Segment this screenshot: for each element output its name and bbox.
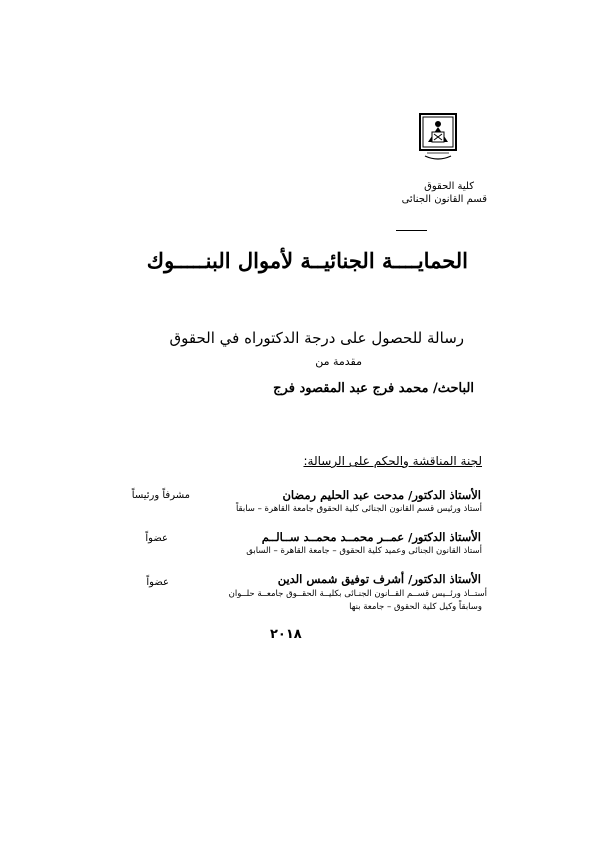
committee-member-name: الأستاذ الدكتور/ عمــر محمــد محمــد ســالــم [261,530,481,544]
thesis-title: الحمايــــة الجنائيــة لأموال البنـــــوك [146,248,468,273]
divider-line [396,230,427,231]
committee-member-description: أستاذ ورئيس قسم القانون الجنائى كلية الحقوق جامعة القاهرة – سابقاً [235,504,482,514]
year: ٢٠١٨ [270,627,302,642]
committee-member-name: الأستاذ الدكتور/ أشرف توفيق شمس الدين [277,572,481,586]
faculty-name: كلية الحقوق [424,181,474,192]
researcher-name: الباحث/ محمد فرج عبد المقصود فرج [273,381,474,396]
presented-by-label: مقدمة من [315,355,362,368]
department-name: قسم القانون الجنائى [401,194,487,205]
committee-member-role: عضواً [145,533,168,544]
thesis-purpose: رسالة للحصول على درجة الدكتوراه في الحقوق [169,329,464,347]
committee-heading: لجنة المناقشة والحكم على الرسالة: [303,454,482,468]
committee-member-role: مشرفاً ورئيساً [131,490,190,501]
committee-member-name: الأستاذ الدكتور/ مدحت عبد الحليم رمضان [282,488,481,502]
logo-emblem-graphic [417,112,459,164]
university-logo [417,112,459,164]
committee-member-description: أستاذ القانون الجنائى وعميد كلية الحقوق – جامعة القاهرة – السابق [246,546,482,556]
committee-member-role: عضواً [146,577,169,588]
committee-member-description: أستــاذ ورئــيس قســم القــانون الجنـائى بكليــة الحقــوق جامعــة حلــوان [228,589,487,599]
committee-member-description: وسابقاً وكيل كلية الحقوق – جامعة بنها [349,602,482,612]
